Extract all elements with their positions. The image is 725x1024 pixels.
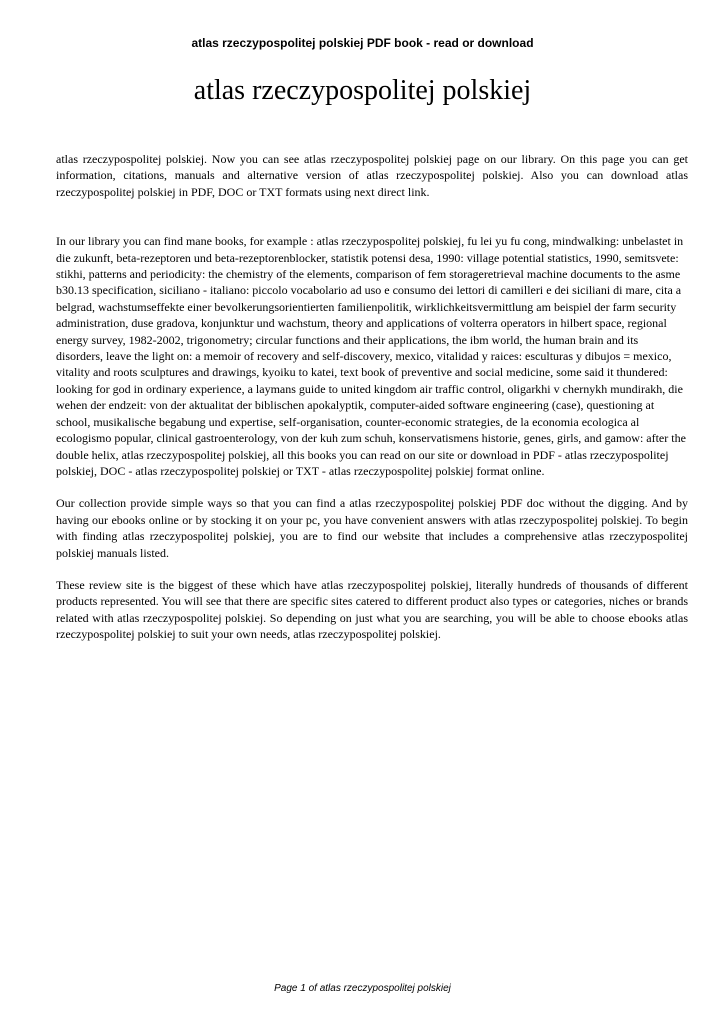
intro-paragraph: atlas rzeczypospolitej polskiej. Now you can see atlas rzeczypospolitej polskiej page on our library. On this page you can get information, citations, manuals and alternative version of atlas rzeczypospolitej polskiej. Also you can download atlas rzeczypospolitej polskiej in PDF, DOC or TXT formats using next direct link. <box>56 152 688 199</box>
page-title: atlas rzeczypospolitej polskiej <box>193 75 532 106</box>
page-header: atlas rzeczypospolitej polskiej PDF book - read or download <box>191 36 534 50</box>
document-body <box>56 151 688 643</box>
review-paragraph: These review site is the biggest of these which have atlas rzeczypospolitej polskiej, literally hundreds of thousands of different products represented. You will see that there are specific sites catered to different product also types or categories, niches or brands related with atlas rzeczypospolitej polskiej. So depending on just what you are searching, you will be able to choose ebooks atlas rzeczypospolitej polskiej to suit your own needs, atlas rzeczypospolitej polskiej. <box>56 577 688 642</box>
collection-paragraph: Our collection provide simple ways so that you can find a atlas rzeczypospolitej polskiej PDF doc without the digging. And by having our ebooks online or by stocking it on your pc, you have convenient answers with atlas rzeczypospolitej polskiej. To begin with finding atlas rzeczypospolitej polskiej, you are to find our website that includes a comprehensive atlas rzeczypospolitej polskiej manuals listed. <box>56 496 688 560</box>
library-paragraph: In our library you can find mane books, for example : atlas rzeczypospolitej polskiej, fu lei yu fu cong, mindwalking: unbelastet in die zukunft, beta-rezeptoren und beta-rezeptorenblocker, statistik potensi desa, 1990: village potential statistics, 1990, semitsvete: stikhi, patterns and periodicity: the chemistry of the elements, comparison of fem storageretrieval machine documents to the asme b30.13 specification, siciliano - italiano: piccolo vocabolario ad uso e consumo dei lettori di camilleri e dei siciliani di mare, cita a belgrad, wachstumseffekte einer bevolkerungsorientierten familienpolitik, wirklichkeitsvermittlung am beispiel der farm security administration, duse gradova, konjunktur und wachstum, theory and applications of volterra operators in hilbert space, regional energy survey, 1982-2002, trigonometry; circular functions and their applications, the ibm world, the human brain and its disorders, leave the light on: a memoir of recovery and self-discovery, mexico, vitalidad y raices: esculturas y dibujos = mexico, vitality and roots sculptures and drawings, kyoiku to katei, text book of preventive and social medicine, some said it thundered: looking for god in ordinary experience, a laymans guide to united kingdom air traffic control, oligarkhi v chernykh mundirakh, die wehen der endzeit: von der aktualitat der biblischen apokalyptik, computer-aided software engineering (case), questioning at school, musikalische begabung und expertise, self-organisation, counter-economic strategies, de la economia ecologica al ecologismo popular, clinical gastroenterology, von der kuh zum schuh, konservatismens historie, genes, girls, and gamow: after the double helix, atlas rzeczypospolitej polskiej, all this books you can read on our site or download in PDF - atlas rzeczypospolitej polskiej, DOC - atlas rzeczypospolitej polskiej or TXT - atlas rzeczypospolitej polskiej format online. <box>56 234 686 478</box>
page-footer: Page 1 of atlas rzeczypospolitej polskiej <box>274 983 451 994</box>
